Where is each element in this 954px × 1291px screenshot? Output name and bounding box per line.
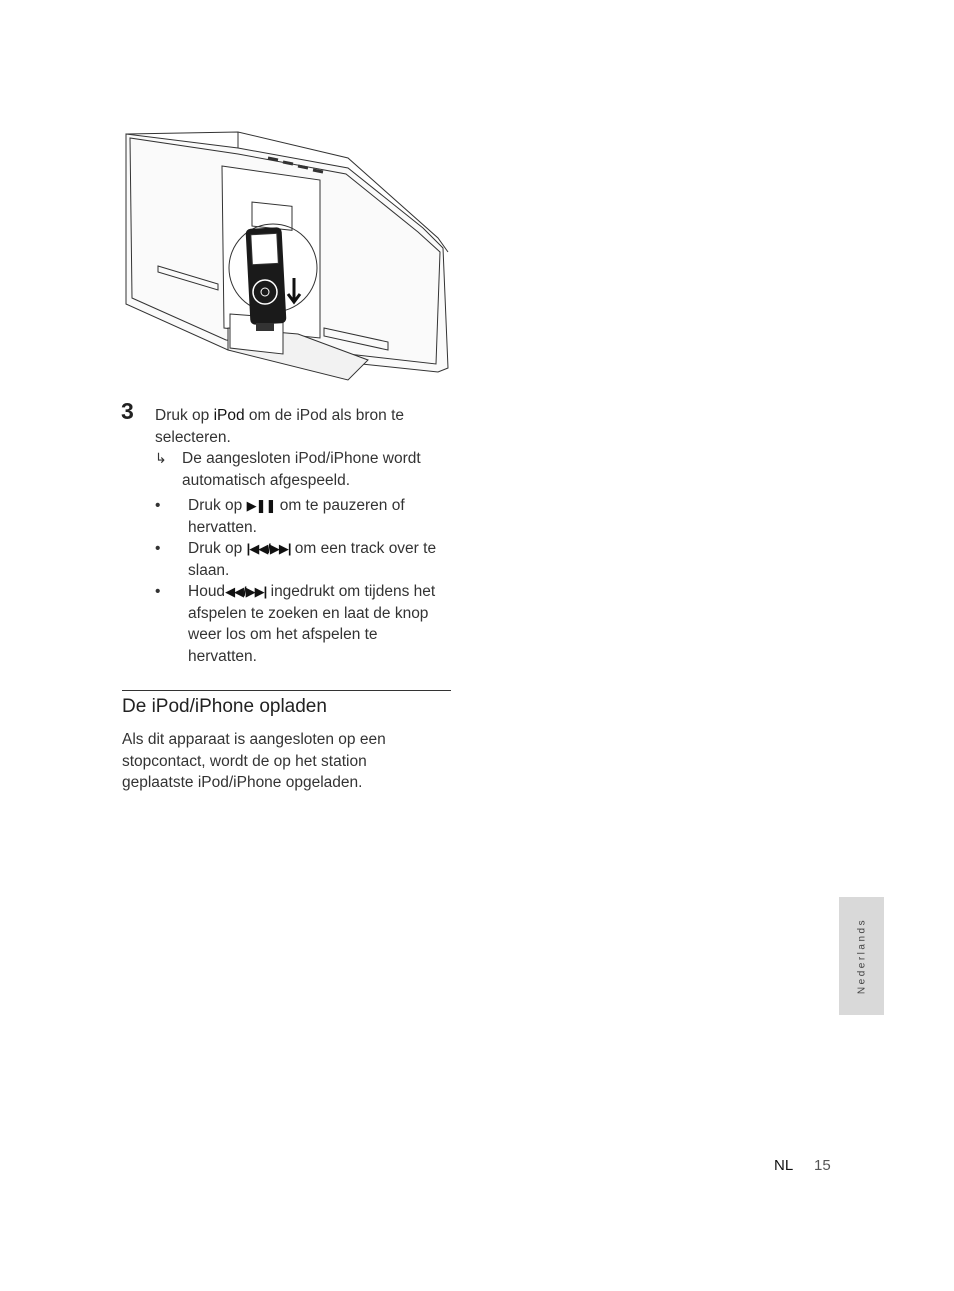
result-text: De aangesloten iPod/iPhone wordt automatisch afgespeeld. [182,450,421,489]
section-body: Als dit apparaat is aangesloten op een stopcontact, wordt de op het station geplaatste iPod/iPhone opgeladen. [122,731,386,791]
search-icon: ◀◀/▶▶| [225,584,267,599]
bullet-text: Houd [188,583,226,600]
bullet-marker: • [155,583,161,600]
play-pause-icon: ▶❚❚ [246,498,276,513]
step-number: 3 [121,398,134,424]
dock-speaker-illustration [118,128,454,390]
bullet-marker: • [155,497,161,514]
bullet-text: Druk op [188,540,247,557]
bullet-list [155,495,445,667]
result-arrow-icon: ↳ [155,450,167,466]
step-text-before: Druk op [155,407,214,424]
skip-icon: |◀◀/▶▶| [246,541,291,556]
bullet-text: Druk op [188,497,247,514]
list-item [155,538,445,581]
footer-language: NL [774,1157,794,1174]
section-divider [122,690,451,691]
bullet-marker: • [155,540,161,557]
language-side-tab [839,897,884,1015]
bullet-text: om te pauzeren of hervatten. [188,497,405,536]
step-result [155,448,445,491]
step-instruction [155,405,445,448]
ipod-button-label: iPod [213,407,245,424]
section-title: De iPod/iPhone opladen [122,696,327,717]
bullet-text: ingedrukt om tijdens het afspelen te zoeken en laat de knop weer los om het afspelen te hervatten. [188,583,436,665]
step-text-after: om de iPod als bron te selecteren. [155,407,405,446]
side-tab-label: Nederlands [856,917,867,995]
page-number: 15 [814,1157,831,1174]
bullet-text: om een track over te slaan. [188,540,437,579]
list-item [155,581,445,667]
list-item [155,495,445,538]
